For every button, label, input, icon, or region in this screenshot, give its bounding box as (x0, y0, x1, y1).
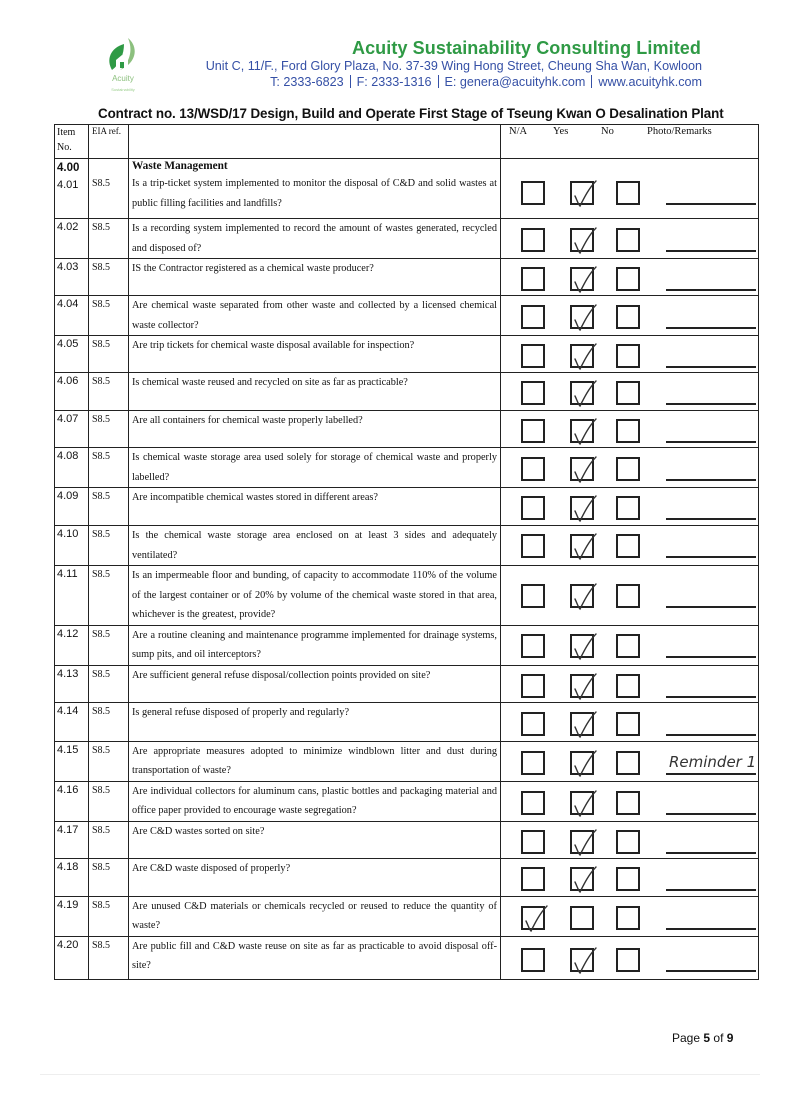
response-cell (501, 625, 759, 665)
item-number: 4.02 (55, 219, 89, 259)
checkbox-na[interactable] (521, 751, 545, 775)
checkbox-no[interactable] (616, 791, 640, 815)
eia-ref: S8.5 (89, 702, 129, 741)
item-number: 4.19 (55, 896, 89, 936)
response-cell (501, 259, 759, 296)
item-number: 4.08 (55, 448, 89, 488)
question-value: Is a recording system implemented to record the amount of wastes generated, recycled and disposed of? (132, 223, 497, 254)
question-text (129, 936, 501, 979)
divider (350, 75, 351, 88)
checkbox-na[interactable] (521, 344, 545, 368)
item-number: 4.13 (55, 665, 89, 702)
item-number: 4.04 (55, 296, 89, 336)
question-text (129, 821, 501, 858)
remarks-line[interactable] (666, 327, 756, 329)
company-contact (270, 75, 702, 89)
section-title: Waste Management (132, 160, 228, 172)
company-logo (98, 36, 148, 98)
checkmark-icon (571, 669, 599, 701)
question-text (129, 702, 501, 741)
page-current: 5 (703, 1031, 711, 1045)
checkbox-na[interactable] (521, 496, 545, 520)
remarks-line[interactable] (666, 366, 756, 368)
eia-ref: S8.5 (89, 526, 129, 566)
question-value: Are appropriate measures adopted to minimize windblown litter and dust during transportation of waste? (132, 745, 497, 776)
response-cell (501, 448, 759, 488)
company-address: Unit C, 11/F., Ford Glory Plaza, No. 37-39 Wing Hong Street, Cheung Sha Wan, Kowloon (205, 59, 702, 73)
item-number: 4.06 (55, 373, 89, 411)
checkbox-no[interactable] (616, 906, 640, 930)
checkmark-icon (571, 223, 599, 255)
eia-ref: S8.5 (89, 488, 129, 526)
checkbox-yes[interactable] (570, 712, 594, 736)
eia-ref: S8.5 (89, 665, 129, 702)
eia-ref: S8.5 (89, 336, 129, 373)
question-value: IS the Contractor registered as a chemical waste producer? (132, 263, 374, 274)
question-value: Are individual collectors for aluminum cans, plastic bottles and packaging material and office paper provided to encourage waste segregation? (132, 785, 497, 816)
checkmark-icon (571, 707, 599, 739)
section-number: 4.00 (57, 162, 80, 174)
checkbox-na[interactable] (521, 634, 545, 658)
checkmark-icon (571, 579, 599, 611)
page-total: 9 (726, 1031, 734, 1045)
checkbox-na[interactable] (521, 228, 545, 252)
response-cell (501, 781, 759, 821)
letterhead (0, 0, 789, 110)
logo-text: Acuity (112, 74, 134, 83)
checkmark-icon (571, 529, 599, 561)
checkbox-yes[interactable] (570, 751, 594, 775)
response-cell (501, 296, 759, 336)
question-value: Are C&D wastes sorted on site? (132, 825, 265, 837)
checkbox-no[interactable] (616, 381, 640, 405)
remarks-line[interactable] (666, 479, 756, 481)
question-text (129, 665, 501, 702)
response-cell (501, 858, 759, 896)
checkbox-na[interactable] (521, 867, 545, 891)
checkbox-na[interactable] (521, 906, 545, 930)
checkbox-no[interactable] (616, 948, 640, 972)
remarks-line[interactable] (666, 656, 756, 658)
checkmark-icon (571, 300, 599, 332)
question-value: Are incompatible chemical wastes stored in different areas? (132, 492, 378, 503)
header-photo-remarks: Photo/Remarks (647, 126, 712, 137)
checkbox-yes[interactable] (570, 457, 594, 481)
divider (438, 75, 439, 88)
checkbox-no[interactable] (616, 419, 640, 443)
checkbox-no[interactable] (616, 830, 640, 854)
checkmark-icon (571, 746, 599, 778)
response-cell (501, 741, 759, 781)
item-number: 4.14 (55, 702, 89, 741)
eia-ref: S8.5 (89, 781, 129, 821)
remarks-line[interactable] (666, 813, 756, 815)
checkmark-icon (571, 176, 599, 208)
response-cell (501, 702, 759, 741)
question-value: Are chemical waste separated from other waste and collected by a licensed chemical waste collector? (132, 300, 497, 331)
checklist-table (54, 124, 759, 980)
response-cell (501, 526, 759, 566)
email: E: genera@acuityhk.com (444, 75, 586, 89)
page-number (672, 1031, 733, 1045)
question-text (129, 296, 501, 336)
remarks-line[interactable] (666, 734, 756, 736)
checkbox-na[interactable] (521, 830, 545, 854)
remarks-line[interactable] (666, 518, 756, 520)
eia-ref (89, 159, 129, 219)
company-name: Acuity Sustainability Consulting Limited (351, 38, 701, 58)
checkmark-icon (571, 491, 599, 523)
checkbox-na[interactable] (521, 419, 545, 443)
checkbox-na[interactable] (521, 267, 545, 291)
remarks-line[interactable] (666, 696, 756, 698)
fax: F: 2333-1316 (356, 75, 432, 89)
eia-ref: S8.5 (89, 936, 129, 979)
checkbox-no[interactable] (616, 305, 640, 329)
table-row (55, 665, 759, 702)
item-number: 4.17 (55, 821, 89, 858)
item-number: 4.15 (55, 741, 89, 781)
remarks-line[interactable] (666, 852, 756, 854)
checkmark-icon (571, 862, 599, 894)
checkbox-yes[interactable] (570, 228, 594, 252)
contract-title: Contract no. 13/WSD/17 Design, Build and Operate First Stage of Tseung Kwan O Desalination Plant (98, 106, 724, 121)
table-row (55, 411, 759, 448)
remarks-line[interactable] (666, 556, 756, 558)
checkmark-icon (571, 262, 599, 294)
table-row (55, 896, 759, 936)
table-row (55, 566, 759, 626)
remarks-line[interactable] (666, 289, 756, 291)
question-value: Is an impermeable floor and bunding, of capacity to accommodate 110% of the volume of the largest container or of 20% by volume of the chemical waste stored in that area, whichever is the greatest, provide? (132, 570, 497, 620)
response-cell (501, 159, 759, 219)
remarks-line[interactable] (666, 441, 756, 443)
checkbox-yes[interactable] (570, 344, 594, 368)
eia-ref: S8.5 (89, 373, 129, 411)
remarks-line[interactable] (666, 203, 756, 205)
checkbox-no[interactable] (616, 267, 640, 291)
question-text (129, 625, 501, 665)
table-row (55, 448, 759, 488)
question-text (129, 741, 501, 781)
eia-ref: S8.5 (89, 259, 129, 296)
table-row (55, 781, 759, 821)
phone: T: 2333-6823 (270, 75, 344, 89)
question-text (129, 373, 501, 411)
eia-ref: S8.5 (89, 296, 129, 336)
table-row (55, 702, 759, 741)
checkbox-yes[interactable] (570, 634, 594, 658)
checkbox-no[interactable] (616, 534, 640, 558)
table-row (55, 336, 759, 373)
header-eia-ref: EIA ref. (89, 125, 129, 159)
question-value: Are trip tickets for chemical waste disposal available for inspection? (132, 340, 415, 351)
question-text (129, 219, 501, 259)
eia-ref: S8.5 (89, 219, 129, 259)
checkbox-na[interactable] (521, 381, 545, 405)
table-row (55, 373, 759, 411)
checkbox-na[interactable] (521, 791, 545, 815)
header-item-no (55, 125, 89, 159)
leaf-house-logo-icon (98, 36, 148, 74)
checkbox-no[interactable] (616, 867, 640, 891)
item-number-value: 4.01 (57, 179, 79, 191)
table-row (55, 625, 759, 665)
remarks-line[interactable] (666, 403, 756, 405)
question-value: Is a trip-ticket system implemented to monitor the disposal of C&D and solid wastes at public filling facilities and landfills? (132, 178, 497, 209)
table-row (55, 488, 759, 526)
eia-ref: S8.5 (89, 566, 129, 626)
checkbox-yes[interactable] (570, 830, 594, 854)
question-text (129, 159, 501, 219)
response-cell (501, 336, 759, 373)
footer-divider (40, 1074, 760, 1075)
response-cell (501, 219, 759, 259)
checkmark-icon (571, 786, 599, 818)
item-number: 4.20 (55, 936, 89, 979)
checkbox-no[interactable] (616, 228, 640, 252)
question-text (129, 781, 501, 821)
question-text (129, 411, 501, 448)
question-text (129, 896, 501, 936)
checkmark-icon (571, 943, 599, 975)
eia-ref: S8.5 (89, 625, 129, 665)
checkbox-yes[interactable] (570, 419, 594, 443)
checkbox-yes[interactable] (570, 948, 594, 972)
response-cell (501, 488, 759, 526)
table-header-row (55, 125, 759, 159)
table-row (55, 526, 759, 566)
checkbox-na[interactable] (521, 674, 545, 698)
table-row (55, 159, 759, 219)
question-value: Are sufficient general refuse disposal/collection points provided on site? (132, 669, 431, 681)
checkbox-yes[interactable] (570, 791, 594, 815)
question-value: Is general refuse disposed of properly and regularly? (132, 706, 350, 718)
page-of: of (713, 1031, 724, 1045)
table-row (55, 858, 759, 896)
item-number (55, 159, 89, 219)
checkbox-yes[interactable] (570, 534, 594, 558)
table-row (55, 259, 759, 296)
remarks-line[interactable] (666, 928, 756, 930)
response-cell (501, 821, 759, 858)
response-cell (501, 566, 759, 626)
item-number: 4.07 (55, 411, 89, 448)
header-na: N/A (509, 126, 528, 137)
checkbox-na[interactable] (521, 457, 545, 481)
checkbox-no[interactable] (616, 344, 640, 368)
eia-ref: S8.5 (89, 741, 129, 781)
header-question (129, 125, 501, 159)
question-value: Is chemical waste storage area used solely for storage of chemical waste and properly labelled? (132, 452, 497, 483)
eia-ref: S8.5 (89, 858, 129, 896)
checkbox-na[interactable] (521, 305, 545, 329)
eia-ref: S8.5 (89, 411, 129, 448)
checkbox-yes[interactable] (570, 267, 594, 291)
question-value: Are all containers for chemical waste properly labelled? (132, 415, 363, 426)
table-row (55, 741, 759, 781)
checkbox-no[interactable] (616, 496, 640, 520)
checkbox-na[interactable] (521, 534, 545, 558)
checkbox-yes[interactable] (570, 674, 594, 698)
response-cell (501, 373, 759, 411)
question-value: Are public fill and C&D waste reuse on site as far as practicable to avoid disposal off-site? (132, 940, 497, 971)
checkbox-yes[interactable] (570, 496, 594, 520)
checkbox-yes[interactable] (570, 381, 594, 405)
question-value: Are C&D waste disposed of properly? (132, 862, 291, 874)
checkbox-no[interactable] (616, 584, 640, 608)
question-value: Is chemical waste reused and recycled on site as far as practicable? (132, 377, 408, 388)
remarks-line[interactable] (666, 970, 756, 972)
remarks-line[interactable] (666, 889, 756, 891)
question-text (129, 488, 501, 526)
checkmark-icon (571, 452, 599, 484)
item-number: 4.18 (55, 858, 89, 896)
checkbox-yes[interactable] (570, 305, 594, 329)
question-text (129, 259, 501, 296)
checkmark-icon (571, 825, 599, 857)
checkbox-no[interactable] (616, 181, 640, 205)
page-label: Page (672, 1031, 701, 1045)
question-text (129, 858, 501, 896)
website: www.acuityhk.com (598, 75, 702, 89)
checkbox-no[interactable] (616, 634, 640, 658)
header-yes: Yes (553, 126, 569, 137)
remarks-line[interactable] (666, 250, 756, 252)
table-row (55, 219, 759, 259)
response-cell (501, 936, 759, 979)
eia-ref: S8.5 (89, 448, 129, 488)
eia-ref: S8.5 (89, 896, 129, 936)
item-number: 4.09 (55, 488, 89, 526)
header-responses (501, 125, 759, 159)
checkbox-yes[interactable] (570, 181, 594, 205)
checkbox-yes[interactable] (570, 867, 594, 891)
eia-ref: S8.5 (89, 821, 129, 858)
checkmark-icon (571, 414, 599, 446)
response-cell (501, 665, 759, 702)
item-number: 4.12 (55, 625, 89, 665)
question-text (129, 336, 501, 373)
item-number: 4.03 (55, 259, 89, 296)
item-number: 4.11 (55, 566, 89, 626)
header-no-label: No. (57, 142, 72, 153)
checkmark-icon (571, 339, 599, 371)
checkmark-icon (571, 629, 599, 661)
question-value: Are a routine cleaning and maintenance programme implemented for drainage systems, sump pits, and oil interceptors? (132, 629, 497, 660)
remark-handwriting: Reminder 1 (669, 752, 757, 771)
checkbox-na[interactable] (521, 948, 545, 972)
question-text (129, 526, 501, 566)
checkbox-no[interactable] (616, 751, 640, 775)
response-cell (501, 896, 759, 936)
checkmark-icon (571, 376, 599, 408)
table-row (55, 936, 759, 979)
header-no: No (601, 126, 614, 137)
checkbox-no[interactable] (616, 712, 640, 736)
checkbox-no[interactable] (616, 457, 640, 481)
checkbox-na[interactable] (521, 181, 545, 205)
question-value: Is the chemical waste storage area enclosed on at least 3 sides and adequately ventilated? (132, 530, 497, 561)
logo-subtext: Sustainability (111, 87, 135, 92)
question-value: Are unused C&D materials or chemicals recycled or reused to reduce the quantity of waste? (132, 900, 497, 931)
checkbox-yes[interactable] (570, 584, 594, 608)
table-row (55, 821, 759, 858)
response-cell (501, 411, 759, 448)
checkbox-na[interactable] (521, 712, 545, 736)
header-item-label: Item (57, 127, 76, 138)
checkbox-na[interactable] (521, 584, 545, 608)
item-number: 4.10 (55, 526, 89, 566)
table-row (55, 296, 759, 336)
divider (591, 75, 592, 88)
remarks-line[interactable] (666, 773, 756, 775)
checkbox-yes[interactable] (570, 906, 594, 930)
item-number: 4.05 (55, 336, 89, 373)
checkmark-icon (522, 901, 550, 933)
eia-ref-value: S8.5 (92, 178, 111, 189)
remarks-line[interactable] (666, 606, 756, 608)
checkbox-no[interactable] (616, 674, 640, 698)
question-text (129, 566, 501, 626)
question-text (129, 448, 501, 488)
item-number: 4.16 (55, 781, 89, 821)
